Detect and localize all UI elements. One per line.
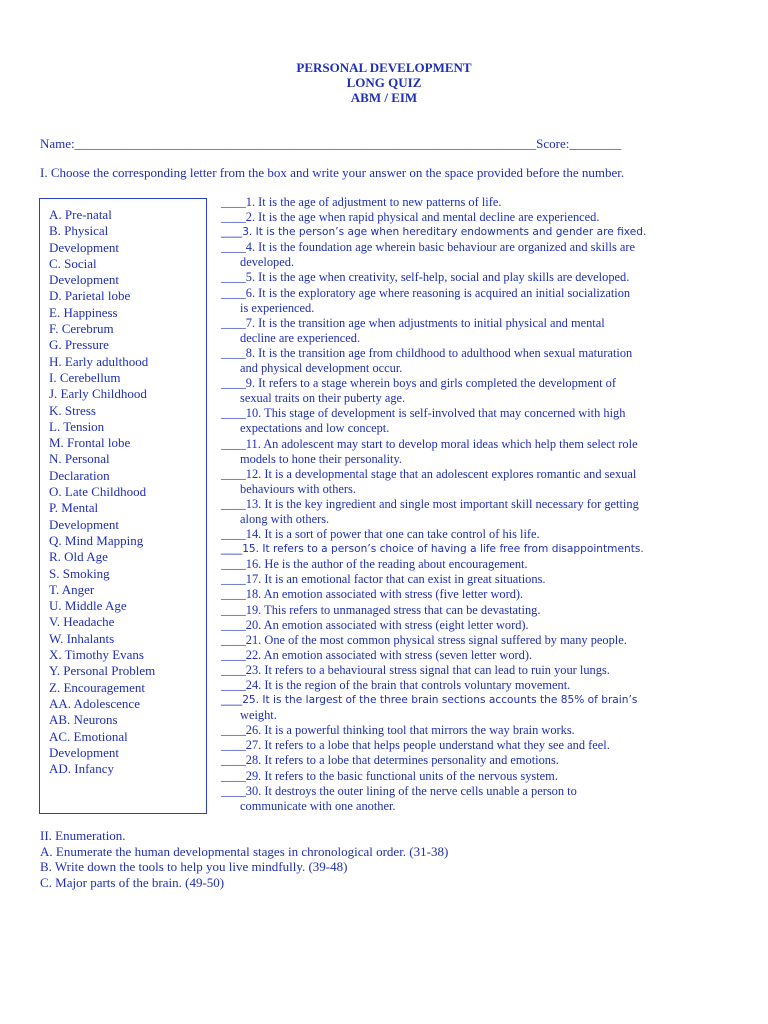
question-line: ____7. It is the transition age when adjustments to initial physical and mental <box>221 315 605 330</box>
question-line: ____20. An emotion associated with stress (eight letter word). <box>221 617 529 632</box>
choice-item: G. Pressure <box>49 337 109 353</box>
choice-item: Y. Personal Problem <box>49 663 156 679</box>
question-line: ____2. It is the age when rapid physical and mental decline are experienced. <box>221 210 600 225</box>
choice-item: V. Headache <box>49 614 115 630</box>
choice-item: J. Early Childhood <box>49 386 147 402</box>
choice-item: AB. Neurons <box>49 712 118 728</box>
part2-section <box>40 828 448 890</box>
choice-item: AD. Infancy <box>49 761 114 777</box>
choice-item: AA. Adolescence <box>49 695 140 711</box>
part1-instruction: I. Choose the corresponding letter from the box and write your answer on the space provided before the number. <box>40 165 625 180</box>
question-line: ____10. This stage of development is self-involved that may concerned with high <box>221 406 626 421</box>
question-line: ____27. It refers to a lobe that helps people understand what they see and feel. <box>221 738 610 753</box>
questions-list <box>221 195 741 814</box>
question-line: ____6. It is the exploratory age where reasoning is acquired an initial socialization <box>221 285 631 300</box>
choice-item: R. Old Age <box>49 549 108 565</box>
part2-heading: II. Enumeration. <box>40 828 126 843</box>
question-line: ____18. An emotion associated with stress (five letter word). <box>221 587 524 602</box>
choice-item: X. Timothy Evans <box>49 647 144 663</box>
part2-item-a: A. Enumerate the human developmental stages in chronological order. (31-38) <box>40 843 449 859</box>
question-continuation: along with others. <box>240 511 330 526</box>
choice-item: B. Physical <box>49 223 109 239</box>
name-score-line: Name:_______________________________________________________________________Score:________ <box>40 136 622 151</box>
question-continuation: decline are experienced. <box>240 330 361 345</box>
question-line: ____23. It refers to a behavioural stress signal that can lead to ruin your lungs. <box>221 662 610 677</box>
choice-item: F. Cerebrum <box>49 321 114 337</box>
choice-item: L. Tension <box>49 418 105 434</box>
question-continuation: developed. <box>240 255 295 270</box>
question-line: ____22. An emotion associated with stress (seven letter word). <box>221 647 533 662</box>
choice-item: T. Anger <box>49 581 95 597</box>
choice-item: Development <box>49 744 120 760</box>
question-line: ____1. It is the age of adjustment to new patterns of life. <box>221 195 502 209</box>
part2-item-b: B. Write down the tools to help you live mindfully. (39-48) <box>40 859 348 874</box>
choice-item: O. Late Childhood <box>49 484 147 500</box>
quiz-subtitle: LONG QUIZ <box>346 75 422 90</box>
choice-item: U. Middle Age <box>49 598 127 614</box>
choice-item: S. Smoking <box>49 565 110 581</box>
choice-item: C. Social <box>49 255 97 271</box>
choice-item: Declaration <box>49 467 110 483</box>
question-line: ____19. This refers to unmanaged stress that can be devastating. <box>221 602 541 617</box>
question-line: ____15. It refers to a person’s choice of having a life free from disappointments. <box>221 543 644 556</box>
choice-item: I. Cerebellum <box>49 369 121 385</box>
quiz-strand: ABM / EIM <box>350 90 418 105</box>
question-line: ____11. An adolescent may start to develop moral ideas which help them select role <box>221 436 638 451</box>
question-continuation: models to hone their personality. <box>240 451 402 466</box>
question-line: ____21. One of the most common physical stress signal suffered by many people. <box>221 632 627 647</box>
question-line: ____24. It is the region of the brain that controls voluntary movement. <box>221 678 571 692</box>
choice-item: H. Early adulthood <box>49 353 149 369</box>
choice-item: Z. Encouragement <box>49 679 146 695</box>
question-line: ____26. It is a powerful thinking tool that mirrors the way brain works. <box>221 723 575 738</box>
question-line: ____16. He is the author of the reading about encouragement. <box>221 557 528 572</box>
choice-item: Development <box>49 239 120 255</box>
question-line: ____13. It is the key ingredient and single most important skill necessary for getting <box>221 496 639 511</box>
question-continuation: is experienced. <box>240 300 315 315</box>
question-continuation: communicate with one another. <box>240 798 396 813</box>
choice-item: E. Happiness <box>49 304 118 320</box>
question-line: ____25. It is the largest of the three brain sections accounts the 85% of brain’s <box>221 694 638 707</box>
choices-list <box>49 207 199 777</box>
question-line: ____17. It is an emotional factor that can exist in great situations. <box>221 572 546 587</box>
choice-item: Q. Mind Mapping <box>49 532 144 548</box>
question-continuation: weight. <box>240 708 277 723</box>
question-continuation: expectations and low concept. <box>240 421 390 436</box>
choice-item: A. Pre-natal <box>49 207 112 222</box>
question-line: ____8. It is the transition age from childhood to adulthood when sexual maturation <box>221 345 633 360</box>
choice-item: P. Mental <box>49 500 99 516</box>
choice-item: N. Personal <box>49 451 110 467</box>
question-line: ____14. It is a sort of power that one can take control of his life. <box>221 527 540 542</box>
choice-item: D. Parietal lobe <box>49 288 131 304</box>
quiz-title: PERSONAL DEVELOPMENT <box>296 60 472 75</box>
question-line: ____29. It refers to the basic functional units of the nervous system. <box>221 768 558 783</box>
question-line: ____3. It is the person’s age when hereditary endowments and gender are fixed. <box>221 226 647 239</box>
question-line: ____30. It destroys the outer lining of the nerve cells unable a person to <box>221 783 577 798</box>
choice-item: M. Frontal lobe <box>49 435 131 451</box>
choice-item: Development <box>49 516 120 532</box>
question-line: ____28. It refers to a lobe that determines personality and emotions. <box>221 753 559 768</box>
question-continuation: behaviours with others. <box>240 481 356 496</box>
question-line: ____5. It is the age when creativity, self-help, social and play skills are developed. <box>221 270 630 285</box>
question-line: ____4. It is the foundation age wherein basic behaviour are organized and skills are <box>221 240 636 255</box>
question-continuation: and physical development occur. <box>240 361 403 376</box>
choice-item: AC. Emotional <box>49 728 128 744</box>
choice-item: W. Inhalants <box>49 630 115 646</box>
question-line: ____12. It is a developmental stage that an adolescent explores romantic and sexual <box>221 466 637 481</box>
choice-item: K. Stress <box>49 402 96 418</box>
part2-item-c: C. Major parts of the brain. (49-50) <box>40 874 225 890</box>
question-continuation: sexual traits on their puberty age. <box>240 391 406 406</box>
question-line: ____9. It refers to a stage wherein boys and girls completed the development of <box>221 376 617 391</box>
choice-item: Development <box>49 272 120 288</box>
